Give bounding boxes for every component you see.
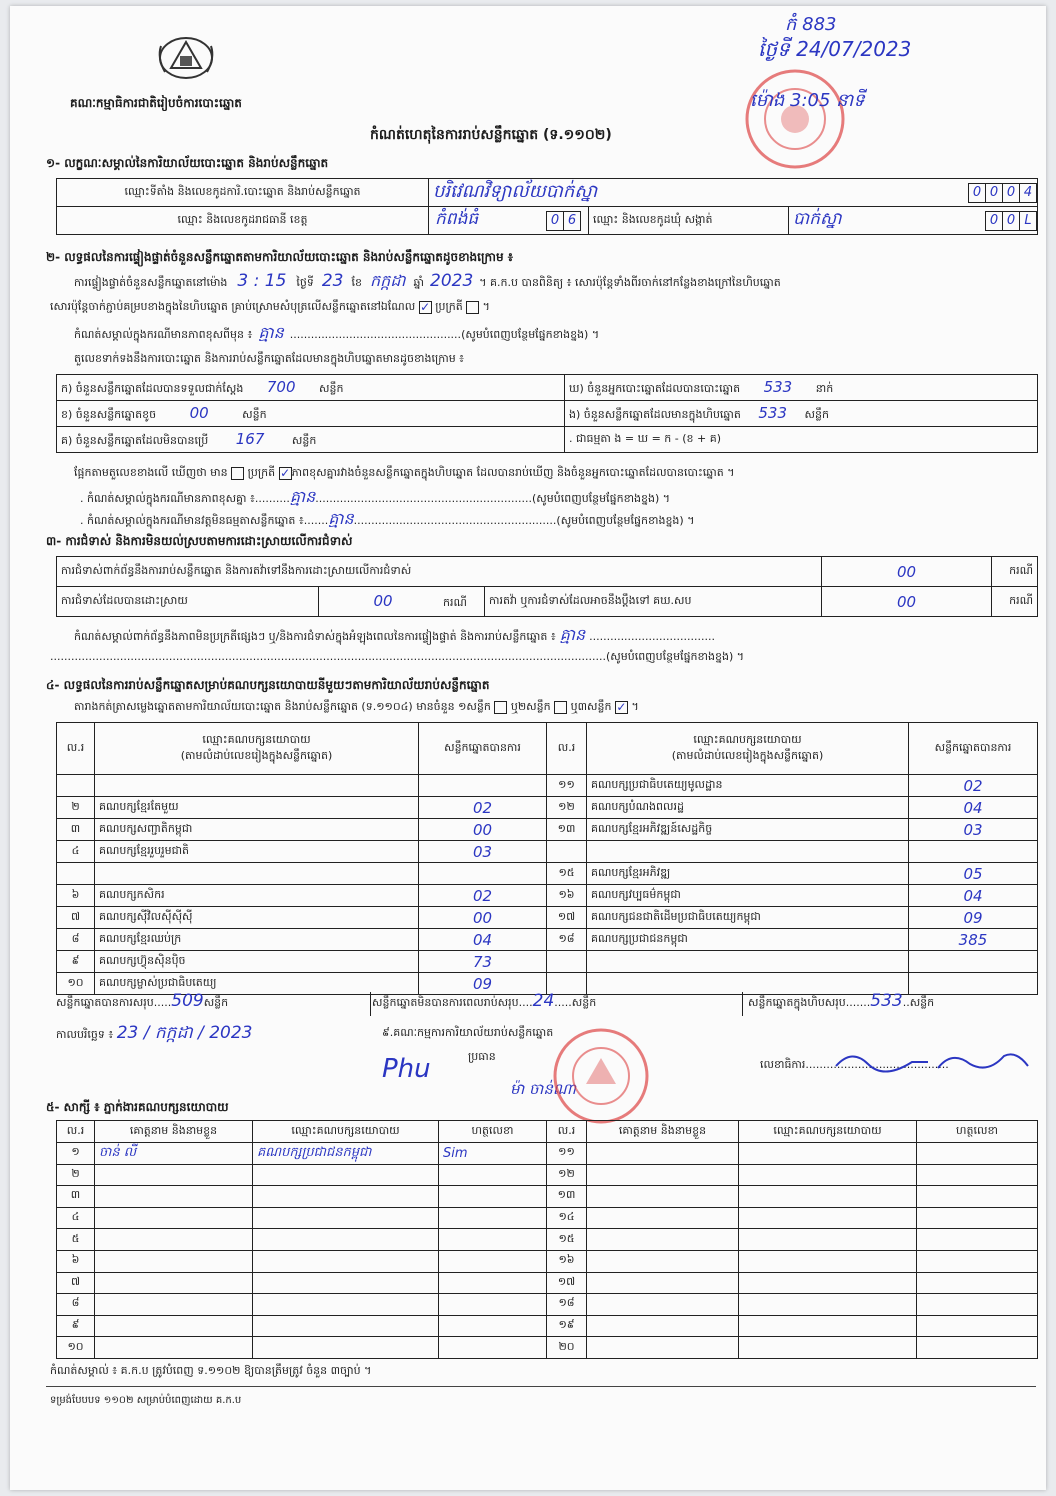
witness-name (95, 1272, 253, 1294)
chair-signature: Phu (382, 1054, 431, 1084)
figures-intro: តួលេខទាក់ទងនឹងការបោះឆ្នោត និងការរាប់សន្លឹកឆ្នោតដែលមានក្នុងហិបឆ្នោតមានដូចខាងក្រោម ៖ (74, 352, 465, 365)
party-name: គណបក្សសញ្ជាតិកម្ពុជា (95, 819, 419, 841)
chair-label: ប្រធាន (468, 1050, 496, 1063)
witness-name (587, 1207, 739, 1229)
witness-party (739, 1207, 917, 1229)
party-no (57, 863, 95, 885)
witness-no: ៤ (57, 1207, 95, 1229)
election-form-page (10, 6, 1046, 1490)
official-stamp-icon (740, 64, 850, 174)
party-votes: 09 (419, 973, 547, 995)
appeal-label: ការតវ៉ា ឬការជំទាស់ដែលអាចនឹងប្តឹងទៅ គឃ.សប (485, 587, 822, 617)
witness-no: ២ (57, 1164, 95, 1186)
party-no: ១៥ (547, 863, 587, 885)
witness-signature (439, 1294, 547, 1316)
party-name: គណបក្សជនជាតិដើមប្រជាធិបតេយ្យកម្ពុជា (587, 907, 909, 929)
witness-party (739, 1337, 917, 1359)
tally-sheet-line: តារាងកត់ត្រាសម្លេងឆ្នោតតាមការិយាល័យបោះឆ្នោត និងរាប់សន្លឹកឆ្នោត (ទ.១១០៤) មានចំនួន ១សន្លឹក ឬ២សន្លឹក ឬ៣សន្លឹក ✓ ។ (74, 699, 639, 714)
party-row (57, 797, 1038, 819)
site-code: 0 0 0 4 (956, 179, 1038, 207)
resolved-count: 00 ករណី (319, 587, 485, 617)
witness-party (739, 1294, 917, 1316)
stamp-time: ម៉ោង 3:05 នាទី (750, 90, 865, 111)
witness-party (253, 1337, 439, 1359)
witness-table: ល.រ គោត្តនាម និងនាមខ្លួន ឈ្មោះគណបក្សនយោបាយ ហត្ថលេខា ល.រ គោត្តនាម និងនាមខ្លួន ឈ្មោះគណបក្សនយោបាយ ហត្ថលេខា ១ ចាន់ លី គណបក្សប្រជាជនកម្ពុជា Sim ១១ ២ ១២ ៣ ១៣ ៤ ១៤ ៥ ១៥ ៦ ១៦ ៧ ១៧ ៨ ១៨ ៩ ១៩ ១០ ២០ (56, 1120, 1038, 1359)
witness-no: ១១ (547, 1143, 587, 1165)
party-name (587, 841, 909, 863)
secretary-line: លេខាធិការ......................................... (760, 1058, 949, 1071)
witness-no: ១៨ (547, 1294, 587, 1316)
party-no: ១៣ (547, 819, 587, 841)
witness-name (587, 1250, 739, 1272)
witness-signature (917, 1315, 1038, 1337)
witness-signature (439, 1250, 547, 1272)
witness-party (739, 1164, 917, 1186)
sign-date: កាលបរិច្ឆេទ ៖ 23 / កក្កដា / 2023 (56, 1023, 253, 1043)
committee-stamp-icon (546, 1026, 656, 1126)
voters-voted: ឃ) ចំនួនអ្នកបោះឆ្នោតដែលបានបោះឆ្នោត 533 នាក់ (565, 375, 1038, 401)
witness-no: ៧ (57, 1272, 95, 1294)
witness-no: ៨ (57, 1294, 95, 1316)
witness-signature (439, 1272, 547, 1294)
witness-no: ៩ (57, 1315, 95, 1337)
commune-code: 0 0 L (956, 207, 1038, 235)
witness-name (587, 1337, 739, 1359)
witness-no: ១ (57, 1143, 95, 1165)
party-votes: 00 (419, 907, 547, 929)
witness-party (253, 1272, 439, 1294)
party-name: គណបក្សវប្បធម៌កម្ពុជា (587, 885, 909, 907)
party-votes (909, 841, 1038, 863)
party-row (57, 819, 1038, 841)
province-label: ឈ្មោះ និងលេខកូដរាជធានី ខេត្ត (57, 207, 429, 235)
section-2-heading: ២- លទ្ធផលនៃការផ្ទៀងផ្ទាត់ចំនួនសន្លឹកឆ្នោតតាមការិយាល័យបោះឆ្នោត និងរាប់សន្លឹកឆ្នោតដូចខាងក្រោម ៖ (46, 250, 514, 264)
party-no: ១៧ (547, 907, 587, 929)
party-name: គណបក្សប្រជាធិបតេយ្យមូលដ្ឋាន (587, 775, 909, 797)
witness-name (95, 1207, 253, 1229)
witness-name (95, 1229, 253, 1251)
witness-name (587, 1294, 739, 1316)
party-votes: 02 (909, 775, 1038, 797)
party-votes: 385 (909, 929, 1038, 951)
party-votes: 04 (419, 929, 547, 951)
party-no: ៩ (57, 951, 95, 973)
witness-party (739, 1250, 917, 1272)
party-name: គណបក្សហ៊្វុនស៊ិនប៉ិច (95, 951, 419, 973)
site-value: បរិវេណវិទ្យាល័យបាក់ស្នា (429, 179, 956, 207)
witness-name: ចាន់ លី (95, 1143, 253, 1165)
discrepancy-checkbox[interactable]: ✓ (280, 465, 291, 480)
witness-no: ១៥ (547, 1229, 587, 1251)
irregularity-note-cont: ...............................................................................................................................................................(សូមបំពេញបន្ថែមផ្នែកខាងខ្នង) ។ (50, 650, 745, 663)
party-name: គណបក្សខ្មែររួបរួមជាតិ (95, 841, 419, 863)
section-5-heading: ៥- សាក្សី ៖ ភ្នាក់ងារគណបក្សនយោបាយ (46, 1100, 229, 1114)
witness-party (739, 1315, 917, 1337)
party-name: គណបក្សខ្មែរតែមួយ (95, 797, 419, 819)
witness-signature (917, 1143, 1038, 1165)
party-votes: 73 (419, 951, 547, 973)
witness-signature (917, 1164, 1038, 1186)
witness-name (587, 1229, 739, 1251)
party-votes: 04 (909, 797, 1038, 819)
appeal-count: 00 (822, 587, 992, 617)
note-discrepancy: . កំណត់សម្គាល់ក្នុងករណីមានភាពខុសគ្នា ៖..........គ្មាន..............................................................(សូមបំពេញបន្ថែមផ្នែកខាងខ្នង) ។ (80, 487, 671, 506)
party-no: ១២ (547, 797, 587, 819)
witness-no: ១៤ (547, 1207, 587, 1229)
witness-name (587, 1164, 739, 1186)
party-no (547, 841, 587, 863)
witness-signature (439, 1207, 547, 1229)
witness-party (739, 1229, 917, 1251)
witness-row (57, 1315, 1038, 1337)
witness-signature (439, 1186, 547, 1208)
form-id: ទម្រង់បែបបទ ១១០២ សម្រាប់បំពេញដោយ គ.ក.ប (50, 1395, 242, 1406)
party-no: ១១ (547, 775, 587, 797)
party-name (95, 863, 419, 885)
witness-party (253, 1315, 439, 1337)
party-no: ៦ (57, 885, 95, 907)
witness-no: ១០ (57, 1337, 95, 1359)
total-valid: សន្លឹកឆ្នោតបានការសរុប.....509សន្លឹក (56, 991, 229, 1011)
province-cell: កំពង់ធំ 0 6 (429, 207, 589, 235)
party-row (57, 951, 1038, 973)
witness-party (253, 1229, 439, 1251)
witness-name (95, 1294, 253, 1316)
ballots-received: ក) ចំនួនសន្លឹកឆ្នោតដែលបានទទួលជាក់ស្តែង 700 សន្លឹក (57, 375, 565, 401)
party-votes: 02 (419, 885, 547, 907)
witness-signature (917, 1186, 1038, 1208)
witness-no: ១៦ (547, 1250, 587, 1272)
witness-row (57, 1186, 1038, 1208)
witness-no: ២០ (547, 1337, 587, 1359)
three-sheet-checkbox[interactable]: ✓ (616, 699, 627, 714)
witness-signature (917, 1229, 1038, 1251)
section-1-table (56, 178, 1038, 235)
party-name (587, 951, 909, 973)
witness-party (253, 1294, 439, 1316)
witness-party (739, 1186, 917, 1208)
witness-signature (917, 1250, 1038, 1272)
witness-signature (439, 1164, 547, 1186)
party-results-table: ល.រ ឈ្មោះគណបក្សនយោបាយ (តាមលំដាប់លេខរៀងក្នុងសន្លឹកឆ្នោត) សន្លឹកឆ្នោតបានការ ល.រ ឈ្មោះគណបក្សនយោបាយ (តាមលំដាប់លេខរៀងក្នុងសន្លឹកឆ្នោត) សន្លឹកឆ្នោតបានការ ១១ គណបក្សប្រជាធិបតេយ្យមូលដ្ឋាន 02 ២ គណបក្សខ្មែរតែមួយ 02 ១២ គណបក្សបំណងពលរដ្ឋ 04 ៣ គណបក្សសញ្ជាតិកម្ពុជា 00 ១៣ គណបក្សខ្មែរអភិវឌ្ឍន៍សេដ្ឋកិច្ច 03 ៤ គណបក្សខ្មែររួបរួមជាតិ 03 ១៥ គណបក្សខ្មែរអភិវឌ្ឍ 05 ៦ គណបក្សកសិករ 02 ១៦ គណបក្សវប្បធម៌កម្ពុជា 04 ៧ គណបក្សស៊ីវិលស៊ីស៊ីស៊ី 00 ១៧ គណបក្សជនជាតិដើមប្រជាធិបតេយ្យកម្ពុជា 09 ៨ គណបក្សខ្មែរឈប់ក្រ 04 ១៨ គណបក្សប្រជាជនកម្ពុជា 385 ៩ គណបក្សហ៊្វុនស៊ិនប៉ិច 73 ១០ គណបក្សម្ចាស់ប្រជាធិបតេយ្យ 09 (56, 722, 1038, 995)
nec-emblem-icon (153, 28, 219, 84)
witness-no: ១៧ (547, 1272, 587, 1294)
witness-no: ៥ (57, 1229, 95, 1251)
party-no: ៤ (57, 841, 95, 863)
resolved-label: ការជំទាស់ដែលបានដោះស្រាយ (57, 587, 319, 617)
party-name: គណបក្សខ្មែរអភិវឌ្ឍ (587, 863, 909, 885)
secretary-signature-icon (832, 1044, 1032, 1080)
witness-party (253, 1207, 439, 1229)
stamp-date: ថ្ងៃទី 24/07/2023 (758, 37, 912, 61)
ballots-spoiled: ខ) ចំនួនសន្លឹកឆ្នោតខូច 00 សន្លឹក (57, 401, 565, 427)
witness-name (95, 1186, 253, 1208)
party-name (95, 775, 419, 797)
party-no (57, 775, 95, 797)
party-row (57, 775, 1038, 797)
party-row (57, 929, 1038, 951)
party-no: ១៦ (547, 885, 587, 907)
party-name: គណបក្សម្ចាស់ប្រជាធិបតេយ្យ (95, 973, 419, 995)
witness-signature (917, 1294, 1038, 1316)
witness-party (253, 1250, 439, 1272)
party-votes: 09 (909, 907, 1038, 929)
party-name: គណបក្សខ្មែរឈប់ក្រ (95, 929, 419, 951)
party-votes (909, 973, 1038, 995)
party-votes: 03 (909, 819, 1038, 841)
witness-name (95, 1315, 253, 1337)
witness-name (95, 1250, 253, 1272)
verify-line: ការផ្ទៀងផ្ទាត់ចំនួនសន្លឹកឆ្នោតនៅម៉ោង 3 : 15 ថ្ងៃទី 23 ខែ កក្កដា ឆ្នាំ 2023 ។ គ.ក.ប បានពិនិត្យ ៖ សោរប៉ុន្តែទាំងពីរចាក់នៅកន្លែងខាងក្រៅនៃហិបឆ្នោត (74, 271, 781, 291)
party-no: ៧ (57, 907, 95, 929)
witness-signature (439, 1337, 547, 1359)
note-irregular: . កំណត់សម្គាល់ក្នុងករណីមានវត្តមិនធម្មតាសន្លឹកឆ្នោត ៖.......គ្មាន..........................................................(សូមបំពេញបន្ថែមផ្នែកខាងខ្នង) ។ (80, 509, 695, 528)
complaints-count: 00 (822, 557, 992, 587)
two-sheet-checkbox[interactable] (554, 701, 567, 714)
committee-label: ៩.គណៈកម្មការការិយាល័យរាប់សន្លឹកឆ្នោត (382, 1026, 554, 1039)
party-no (547, 951, 587, 973)
total-invalid: សន្លឹកឆ្នោតមិនបានការពេលរាប់សរុប....24.....សន្លឹក (372, 991, 597, 1011)
party-votes: 02 (419, 797, 547, 819)
party-votes: 05 (909, 863, 1038, 885)
party-name: គណបក្សបំណងពលរដ្ឋ (587, 797, 909, 819)
one-sheet-checkbox[interactable] (494, 701, 507, 714)
witness-party: គណបក្សប្រជាជនកម្ពុជា (253, 1143, 439, 1165)
witness-row (57, 1337, 1038, 1359)
section-4-heading: ៤- លទ្ធផលនៃការរាប់សន្លឹកឆ្នោតសម្រាប់គណបក្សនយោបាយនីមួយៗតាមការិយាល័យរាប់សន្លឹកឆ្នោត (46, 678, 490, 692)
chair-name: ម៉ា ចាន់ណា (510, 1080, 576, 1098)
party-votes: 00 (419, 819, 547, 841)
witness-row (57, 1250, 1038, 1272)
witness-row (57, 1143, 1038, 1165)
witness-row (57, 1229, 1038, 1251)
witness-no: ៣ (57, 1186, 95, 1208)
witness-name (587, 1143, 739, 1165)
witness-party (253, 1164, 439, 1186)
party-name: គណបក្សប្រជាជនកម្ពុជា (587, 929, 909, 951)
witness-party (739, 1272, 917, 1294)
witness-row (57, 1164, 1038, 1186)
witness-signature (439, 1229, 547, 1251)
irregularity-note: កំណត់សម្គាល់ពាក់ព័ន្ធនឹងភាពមិនប្រក្រតីផ្សេងៗ ឬ/និងការជំទាស់ក្នុងអំឡុងពេលនៃការផ្ទៀងផ្ទាត់ និងការរាប់សន្លឹកឆ្នោត ៖ គ្មាន .................................... (74, 625, 715, 644)
witness-row (57, 1294, 1038, 1316)
seal-line: សោរប៉ុន្តែចាក់ភ្ជាប់គម្របខាងក្នុងនៃហិបឆ្នោត គ្រាប់ស្រោមសំបុត្រលើសន្លឹកឆ្នោតនៅឯណែល ✓ ប្រក្រតី ។ (50, 299, 490, 314)
witness-party (253, 1186, 439, 1208)
witness-no: ៦ (57, 1250, 95, 1272)
party-no: ២ (57, 797, 95, 819)
stamp-number: កំ 883 (785, 14, 837, 35)
party-name: គណបក្សស៊ីវិលស៊ីស៊ីស៊ី (95, 907, 419, 929)
witness-signature (917, 1207, 1038, 1229)
party-row (57, 885, 1038, 907)
witness-party (739, 1143, 917, 1165)
party-no: ៨ (57, 929, 95, 951)
witness-name (95, 1164, 253, 1186)
witness-name (587, 1186, 739, 1208)
ballot-count-table (56, 374, 1038, 453)
abnormal-checkbox[interactable] (466, 301, 479, 314)
witness-row (57, 1207, 1038, 1229)
witness-name (95, 1337, 253, 1359)
diff-note-line: កំណត់សម្គាល់ក្នុងករណីមានភាពខុសពីមុន ៖ គ្មាន .................................................(សូមបំពេញបន្ថែមផ្នែកខាងខ្នង) ។ (74, 323, 600, 342)
witness-signature: Sim (439, 1143, 547, 1165)
footer-note: កំណត់សម្គាល់ ៖ គ.ក.ប ត្រូវបំពេញ ទ.១១០២ ឱ្យបានត្រឹមត្រូវ ចំនួន ៣ច្បាប់ ។ (50, 1364, 372, 1377)
witness-row (57, 1272, 1038, 1294)
witness-name (587, 1315, 739, 1337)
party-row (57, 841, 1038, 863)
party-row (57, 907, 1038, 929)
party-name: គណបក្សខ្មែរអភិវឌ្ឍន៍សេដ្ឋកិច្ច (587, 819, 909, 841)
witness-no: ១៩ (547, 1315, 587, 1337)
party-no: ១០ (57, 973, 95, 995)
party-votes (419, 863, 547, 885)
formula-note: . ជាធម្មតា ង = ឃ = ក - (ខ + គ) (565, 427, 1038, 453)
commune-value: បាក់ស្នា (789, 207, 956, 235)
witness-no: ១២ (547, 1164, 587, 1186)
party-name (587, 973, 909, 995)
witness-no: ១៣ (547, 1186, 587, 1208)
party-row (57, 863, 1038, 885)
form-title: កំណត់ហេតុនៃការរាប់សន្លឹកឆ្នោត (ទ.១១០២) (370, 127, 612, 143)
complaints-table: ការជំទាស់ពាក់ព័ន្ធនឹងការរាប់សន្លឹកឆ្នោត និងការតវ៉ាទៅនឹងការដោះស្រាយលើការជំទាស់ 00 ករណី ការជំទាស់ដែលបានដោះស្រាយ 00 ករណី ការតវ៉ា ឬការជំទាស់ដែលអាចនឹងប្តឹងទៅ គឃ.សប 00 ករណី (56, 556, 1038, 617)
ballots-unused: គ) ចំនួនសន្លឹកឆ្នោតដែលមិនបានប្រើ 167 សន្លឹក (57, 427, 565, 453)
witness-signature (439, 1315, 547, 1337)
party-votes: 03 (419, 841, 547, 863)
party-votes (419, 775, 547, 797)
org-name: គណៈកម្មាធិការជាតិរៀបចំការបោះឆ្នោត (70, 96, 242, 110)
party-no: ១៨ (547, 929, 587, 951)
party-votes: 04 (909, 885, 1038, 907)
total-box: សន្លឹកឆ្នោតក្នុងហិបសរុប.......533..សន្លឹក (748, 991, 935, 1011)
witness-signature (917, 1272, 1038, 1294)
ballots-in-box: ង) ចំនួនសន្លឹកឆ្នោតដែលមានក្នុងហិបឆ្នោត 533 សន្លឹក (565, 401, 1038, 427)
site-label: ឈ្មោះទីតាំង និងលេខកូដការិ.បោះឆ្នោត និងរាប់សន្លឹកឆ្នោត (57, 179, 429, 207)
complaints-label: ការជំទាស់ពាក់ព័ន្ធនឹងការរាប់សន្លឹកឆ្នោត និងការតវ៉ាទៅនឹងការដោះស្រាយលើការជំទាស់ (57, 557, 822, 587)
consistent-checkbox[interactable] (231, 467, 244, 480)
normal-checkbox[interactable]: ✓ (420, 299, 431, 314)
witness-signature (917, 1337, 1038, 1359)
section-1-heading: ១- លក្ខណៈសម្គាល់នៃការិយាល័យបោះឆ្នោត និងរាប់សន្លឹកឆ្នោត (46, 156, 329, 170)
party-votes (909, 951, 1038, 973)
section-3-heading: ៣- ការជំទាស់ និងការមិនយល់ស្របតាមការដោះស្រាយលើការជំទាស់ (46, 534, 353, 548)
witness-name (587, 1272, 739, 1294)
commune-label: ឈ្មោះ និងលេខកូដឃុំ សង្កាត់ (589, 207, 789, 235)
consistency-check: ផ្អែកតាមតួលេខខាងលើ ឃើញថា មាន ប្រក្រតី ✓ភាពខុសគ្នារវាងចំនួនសន្លឹកឆ្នោតក្នុងហិបឆ្នោត ដែលបានរាប់ឃើញ និងចំនួនអ្នកបោះឆ្នោតដែលបានបោះឆ្នោត ។ (74, 465, 735, 480)
party-no: ៣ (57, 819, 95, 841)
party-name: គណបក្សកសិករ (95, 885, 419, 907)
